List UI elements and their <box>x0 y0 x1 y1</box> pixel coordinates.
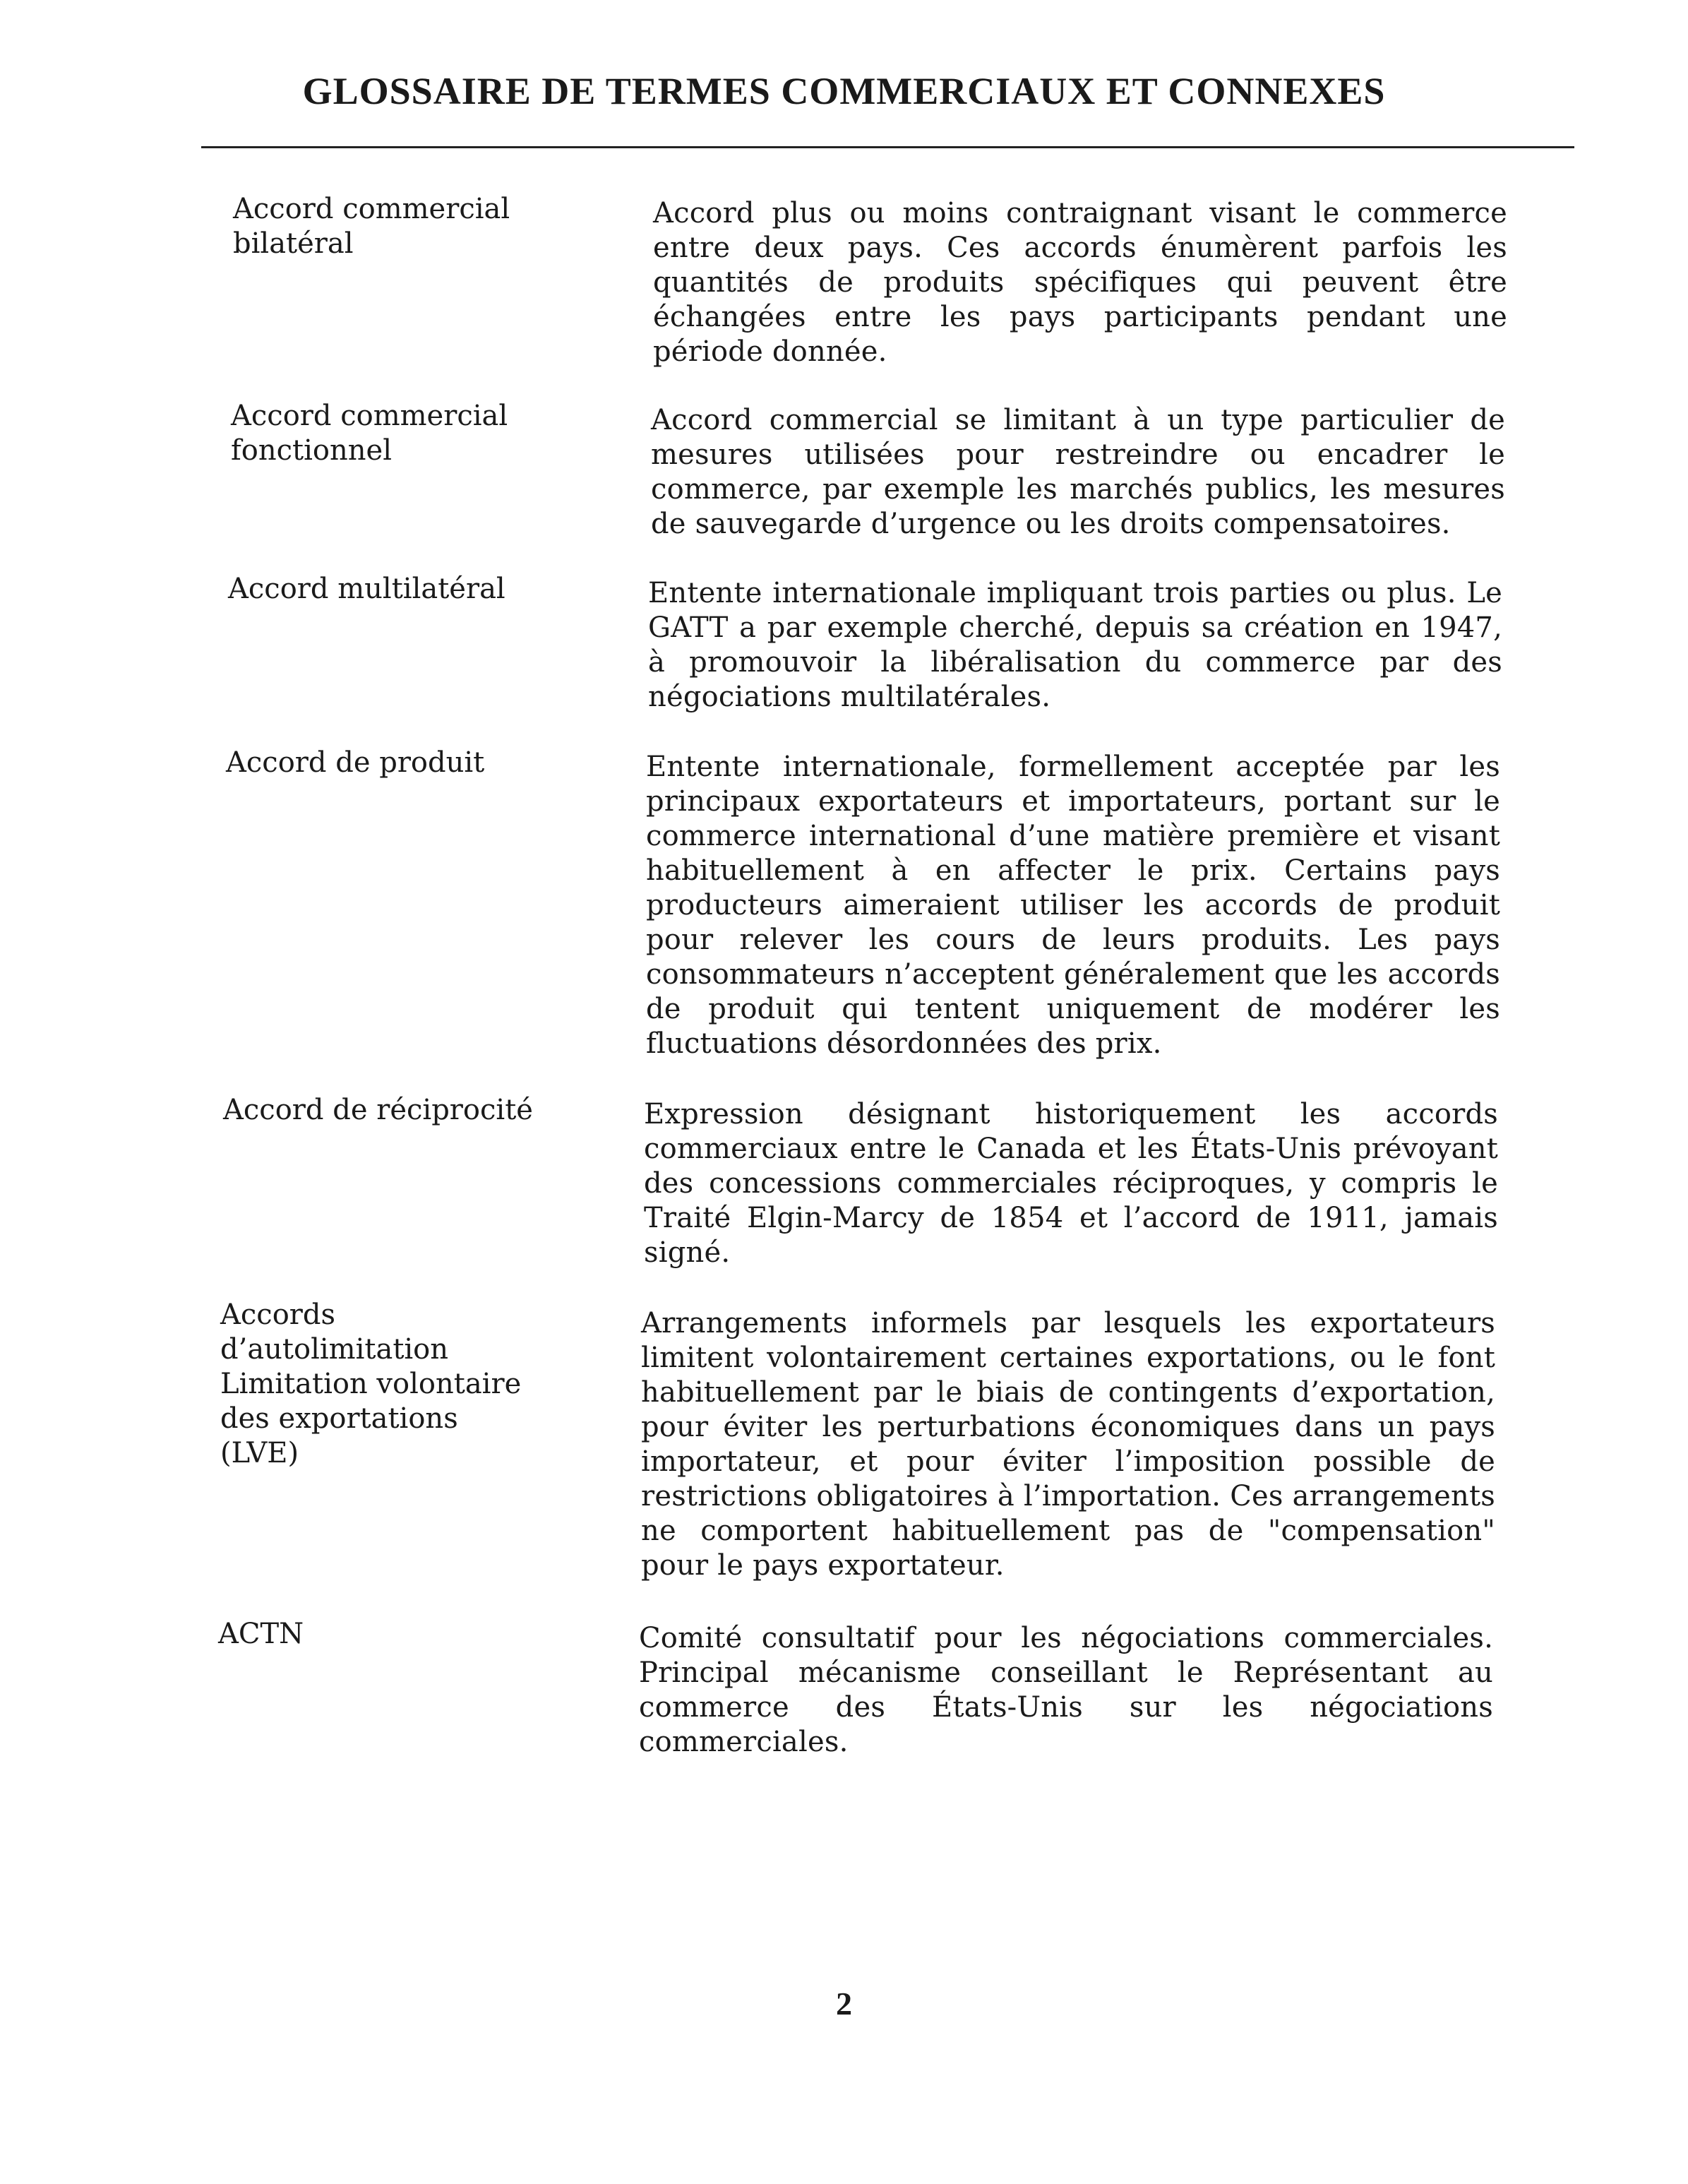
glossary-definition: Entente internationale, formellement acceptée par les principaux exportateurs et importateurs, portant sur le commerce international d’une matière première et visant habituellement à en affecter le prix. Certains pays producteurs aimeraient utiliser les accords de produit pour relever les cours de leurs produits. Les pays consommateurs n’acceptent généralement que les accords de produit qui tentent uniquement de modérer les fluctuations désordonnées des prix. <box>646 751 1500 1060</box>
glossary-term: Accord commercial bilatéral <box>233 193 510 260</box>
glossary-definition: Arrangements informels par lesquels les exportateurs limitent volontairement certaines exportations, ou le font habituellement par le biais de contingents d’exportation, pour éviter les perturbations économiques dans un pays importateur, et pour éviter l’imposition possible de restrictions obligatoires à l’importation. Ces arrangements ne comportent habituellement pas de "compensation" pour le pays exportateur. <box>641 1307 1495 1582</box>
title-divider <box>201 146 1574 148</box>
glossary-term: Accord de réciprocité <box>223 1094 533 1126</box>
glossary-definition: Comité consultatif pour les négociations commerciales. Principal mécanisme conseillant le Représentant au commerce des États-Unis sur les négociations commerciales. <box>639 1622 1493 1758</box>
glossary-definition: Accord plus ou moins contraignant visant le commerce entre deux pays. Ces accords énumèrent parfois les quantités de produits spécifiques qui peuvent être échangées entre les pays participants pendant une période donnée. <box>653 197 1507 368</box>
glossary-term: Accords d’autolimitation Limitation volontaire des exportations (LVE) <box>220 1299 522 1469</box>
page-title: GLOSSAIRE DE TERMES COMMERCIAUX ET CONNEXES <box>302 70 1386 112</box>
glossary-definition: Accord commercial se limitant à un type particulier de mesures utilisées pour restreindre ou encadrer le commerce, par exemple les marchés publics, les mesures de sauvegarde d’urgence ou les droits compensatoires. <box>651 404 1505 540</box>
glossary-term: Accord commercial fonctionnel <box>231 400 508 467</box>
glossary-definition: Entente internationale impliquant trois parties ou plus. Le GATT a par exemple cherché, depuis sa création en 1947, à promouvoir la libéralisation du commerce par des négociations multilatérales. <box>648 577 1502 713</box>
glossary-definition: Expression désignant historiquement les accords commerciaux entre le Canada et les États-Unis prévoyant des concessions commerciales réciproques, y compris le Traité Elgin-Marcy de 1854 et l’accord de 1911, jamais signé. <box>644 1098 1498 1269</box>
glossary-term: Accord multilatéral <box>228 573 505 605</box>
page-number: 2 <box>836 1986 852 2022</box>
glossary-term: Accord de produit <box>226 746 485 779</box>
glossary-term: ACTN <box>218 1618 304 1650</box>
